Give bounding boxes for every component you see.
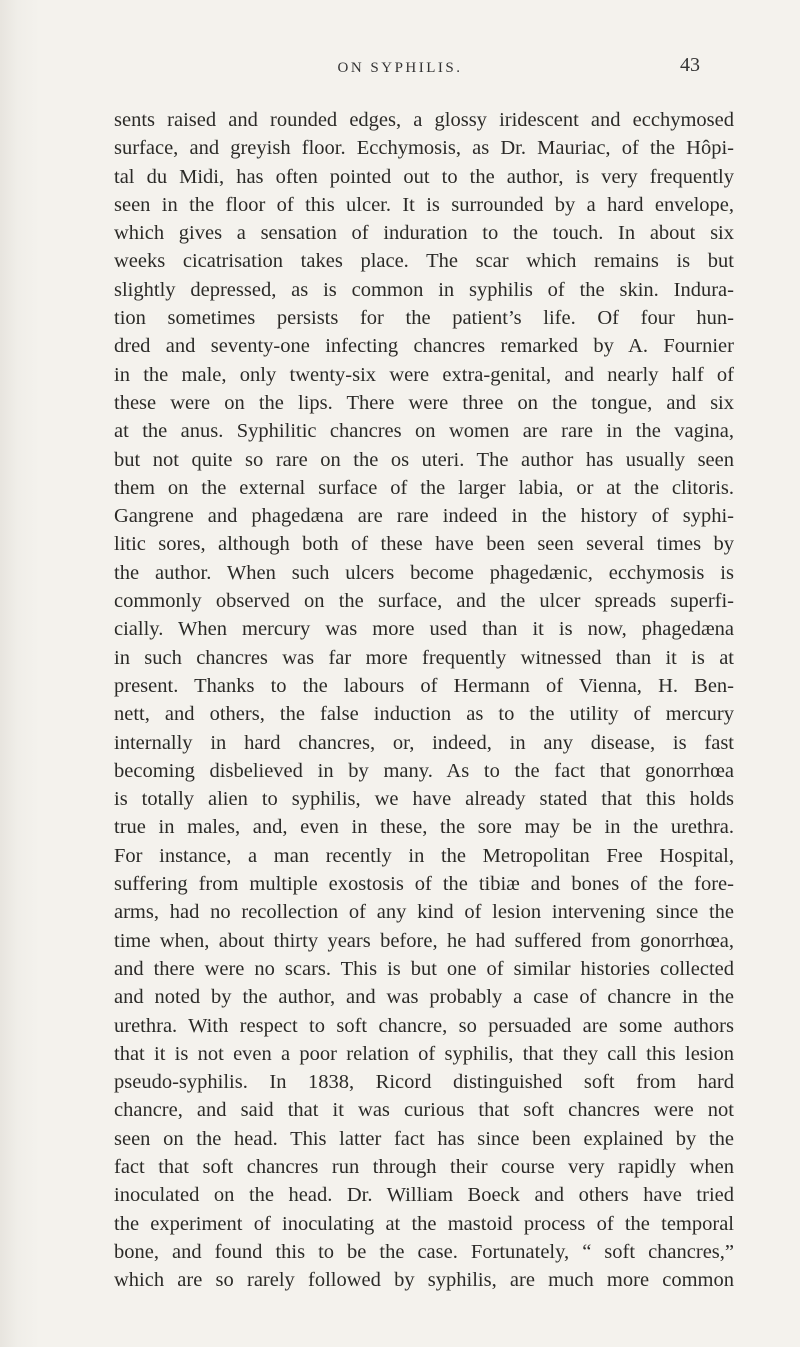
text-line: in such chancres was far more frequently witnessed than it is at: [114, 646, 734, 669]
text-line: suffering from multiple exostosis of the tibiæ and bones of the fore-: [114, 873, 734, 896]
text-line: but not quite so rare on the os uteri. The author has usually seen: [114, 448, 734, 471]
text-line: seen in the floor of this ulcer. It is surrounded by a hard envelope,: [114, 193, 734, 216]
text-line: fact that soft chancres run through their course very rapidly when: [114, 1155, 734, 1178]
text-line: arms, had no recollection of any kind of lesion intervening since the: [114, 901, 734, 924]
text-line: surface, and greyish floor. Ecchymosis, as Dr. Mauriac, of the Hôpi-: [114, 137, 734, 160]
text-line: which are so rarely followed by syphilis, are much more common: [114, 1269, 734, 1292]
text-line: at the anus. Syphilitic chancres on women are rare in the vagina,: [114, 420, 734, 443]
text-line: becoming disbelieved in by many. As to the fact that gonorrhœa: [114, 759, 734, 782]
text-line: weeks cicatrisation takes place. The scar which remains is but: [114, 250, 734, 273]
text-line: in the male, only twenty-six were extra-genital, and nearly half of: [114, 363, 734, 386]
text-line: commonly observed on the surface, and the ulcer spreads superfi-: [114, 590, 734, 613]
text-line: litic sores, although both of these have been seen several times by: [114, 533, 734, 556]
text-line: sents raised and rounded edges, a glossy iridescent and ecchymosed: [114, 109, 734, 131]
text-line: internally in hard chancres, or, indeed, in any disease, is fast: [114, 731, 734, 754]
text-line: is totally alien to syphilis, we have already stated that this holds: [114, 788, 734, 811]
text-line: inoculated on the head. Dr. William Boeck and others have tried: [114, 1184, 734, 1207]
text-line: them on the external surface of the larger labia, or at the clitoris.: [114, 476, 734, 499]
text-line: Gangrene and phagedæna are rare indeed in the history of syphi-: [114, 505, 734, 528]
text-line: and noted by the author, and was probably a case of chancre in the: [114, 986, 734, 1009]
text-line: slightly depressed, as is common in syphilis of the skin. Indura-: [114, 278, 734, 301]
text-line: cially. When mercury was more used than it is now, phagedæna: [114, 618, 734, 641]
text-line: For instance, a man recently in the Metropolitan Free Hospital,: [114, 844, 734, 867]
text-line: which gives a sensation of induration to the touch. In about six: [114, 222, 734, 245]
text-line: true in males, and, even in these, the sore may be in the urethra.: [114, 816, 734, 839]
text-line: the experiment of inoculating at the mastoid process of the temporal: [114, 1212, 734, 1235]
text-line: present. Thanks to the labours of Hermann of Vienna, H. Ben-: [114, 674, 734, 697]
text-line: that it is not even a poor relation of syphilis, that they call this lesion: [114, 1042, 734, 1065]
text-line: these were on the lips. There were three on the tongue, and six: [114, 391, 734, 414]
text-line: bone, and found this to be the case. Fortunately, “ soft chancres,”: [114, 1240, 734, 1263]
text-line: pseudo-syphilis. In 1838, Ricord distinguished soft from hard: [114, 1071, 734, 1094]
text-line: urethra. With respect to soft chancre, so persuaded are some authors: [114, 1014, 734, 1037]
running-title: ON SYPHILIS.: [337, 60, 463, 76]
body-text: [114, 106, 734, 1294]
text-line: seen on the head. This latter fact has since been explained by the: [114, 1127, 734, 1150]
text-line: tal du Midi, has often pointed out to the author, is very frequently: [114, 165, 734, 188]
text-line: and there were no scars. This is but one of similar histories collected: [114, 957, 734, 980]
text-line: the author. When such ulcers become phagedænic, ecchymosis is: [114, 561, 734, 584]
text-line: chancre, and said that it was curious that soft chancres were not: [114, 1099, 734, 1122]
text-line: time when, about thirty years before, he had suffered from gonorrhœa,: [114, 929, 734, 952]
text-line: tion sometimes persists for the patient’s life. Of four hun-: [114, 307, 734, 330]
page-number: 43: [680, 54, 700, 76]
text-line: dred and seventy-one infecting chancres remarked by A. Fournier: [114, 335, 734, 358]
text-line: nett, and others, the false induction as to the utility of mercury: [114, 703, 734, 726]
